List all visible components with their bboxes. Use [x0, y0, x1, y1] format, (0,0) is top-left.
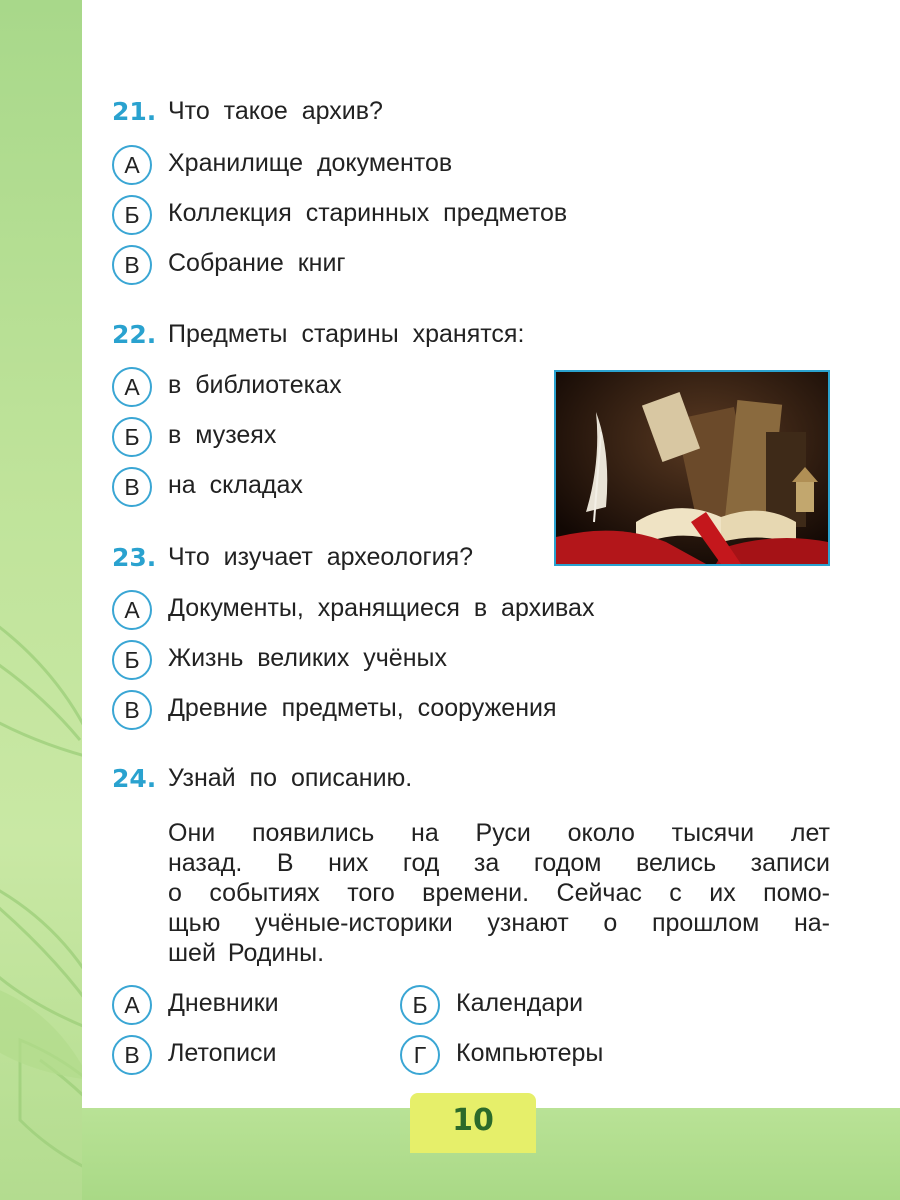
question-number: 23. [112, 543, 157, 572]
description-line: Они появились на Руси около тысячи лет [168, 819, 830, 847]
option-text: в музеях [168, 421, 277, 449]
option-letter-badge: Б [112, 417, 152, 457]
description-paragraph [168, 818, 830, 968]
question-text: Что изучает археология? [168, 543, 474, 571]
option-letter-badge: Г [400, 1035, 440, 1075]
option-letter-badge: В [112, 690, 152, 730]
option-text: Летописи [168, 1039, 277, 1067]
option-letter-badge: В [112, 245, 152, 285]
question-text: Предметы старины хранятся: [168, 320, 525, 348]
option-letter-badge: Б [400, 985, 440, 1025]
question-number: 24. [112, 764, 157, 793]
option-text: Древние предметы, сооружения [168, 694, 557, 722]
description-line: щью учёные-историки узнают о прошлом на- [168, 909, 830, 937]
option-text: Дневники [168, 989, 279, 1017]
option-text: Компьютеры [456, 1039, 604, 1067]
question-number: 21. [112, 97, 157, 126]
option-text: Собрание книг [168, 249, 346, 277]
antique-books-photo [554, 370, 830, 566]
option-text: на складах [168, 471, 303, 499]
question-text: Что такое архив? [168, 97, 383, 125]
option-letter-badge: В [112, 1035, 152, 1075]
option-text: Жизнь великих учёных [168, 644, 447, 672]
option-letter-badge: А [112, 145, 152, 185]
option-text: Документы, хранящиеся в архивах [168, 594, 595, 622]
question-text: Узнай по описанию. [168, 764, 413, 792]
option-letter-badge: А [112, 367, 152, 407]
option-text: Календари [456, 989, 584, 1017]
option-letter-badge: Б [112, 195, 152, 235]
option-text: Коллекция старинных предметов [168, 199, 568, 227]
option-letter-badge: Б [112, 640, 152, 680]
option-letter-badge: А [112, 985, 152, 1025]
page-number-tab [410, 1093, 536, 1153]
option-text: Хранилище документов [168, 149, 453, 177]
description-line: о событиях того времени. Сейчас с их помо- [168, 879, 830, 907]
option-letter-badge: В [112, 467, 152, 507]
question-number: 22. [112, 320, 157, 349]
page-number: 10 [452, 1103, 494, 1138]
option-letter-badge: А [112, 590, 152, 630]
description-line: шей Родины. [168, 939, 325, 967]
description-line: назад. В них год за годом велись записи [168, 849, 830, 877]
option-text: в библиотеках [168, 371, 342, 399]
